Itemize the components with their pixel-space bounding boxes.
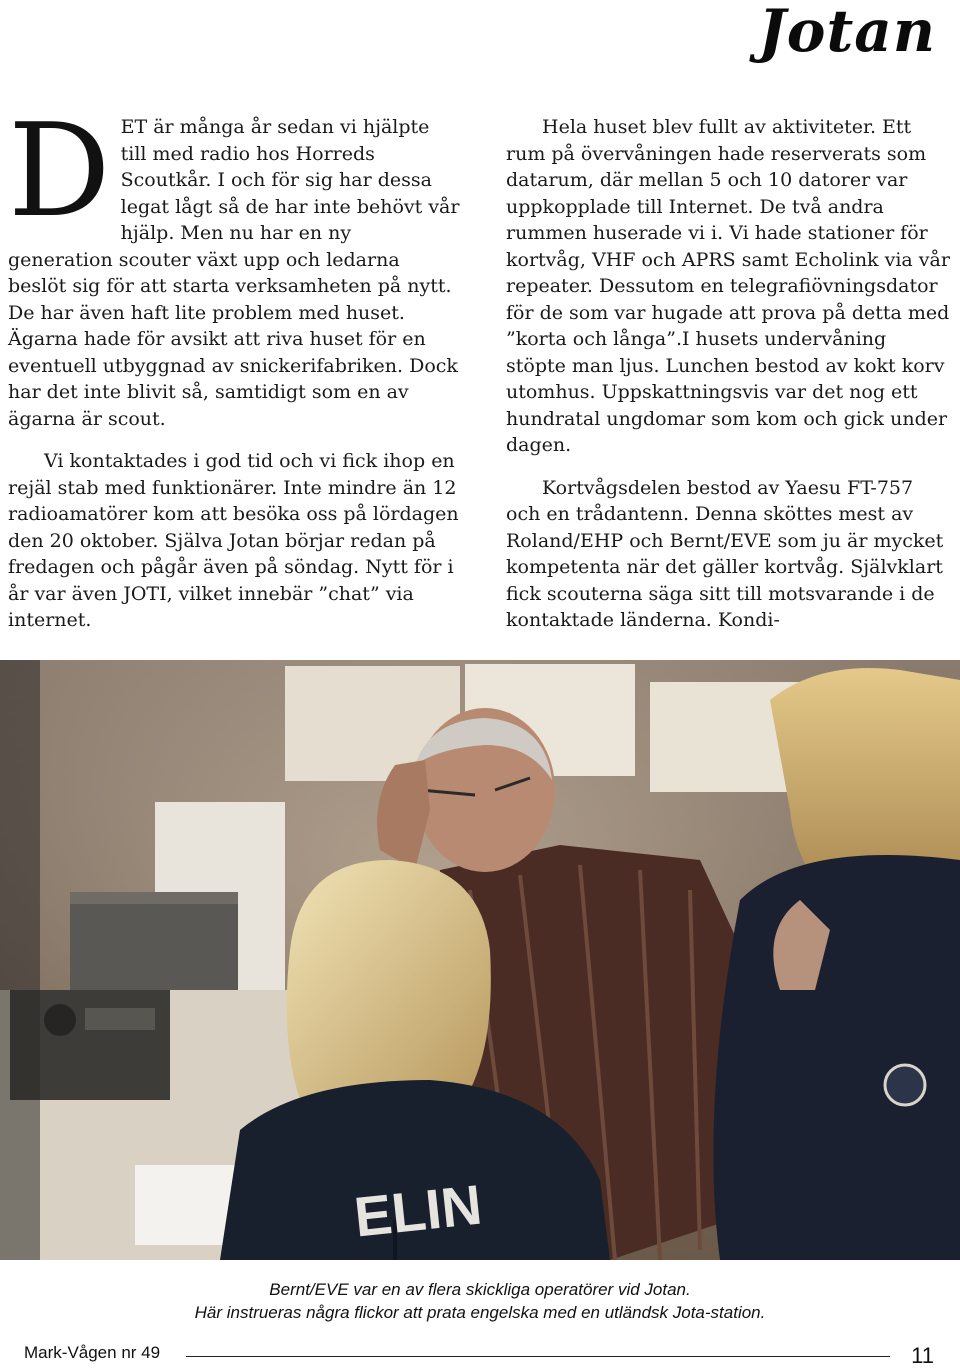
section-title: Jotan <box>758 0 936 65</box>
scout-badge <box>885 1065 925 1105</box>
article-paragraph: Hela huset blev fullt av aktiviteter. Ett rum på övervåningen hade reserverats som datarum, där mellan 5 och 10 datorer var uppkopplade till Internet. De två andra rummen huserade vi i. Vi hade stationer för kortvåg, VHF och APRS samt Echolink via vår repeater. Dessutom en telegrafiövningsdator för de som var hugade att prova på detta med ”korta och långa”.I husets undervåning stöpte man ljus. Lunchen bestod av kokt korv utomhus. Uppskattningsvis var det nog ett hundratal ungdomar som kom och gick under dagen. <box>506 116 950 456</box>
caption-line: Bernt/EVE var en av flera skickliga operatörer vid Jotan. <box>269 1280 691 1299</box>
article-paragraph: Kortvågsdelen bestod av Yaesu FT-757 och en trådantenn. Denna sköttes mest av Roland/EHP och Bernt/EVE som ju är mycket kompetenta när det gäller kortvåg. Självklart fick scouterna säga sitt till motsvarande i de kontaktade länderna. Kondi- <box>506 476 944 631</box>
page-number: 11 <box>911 1343 934 1368</box>
article-paragraph <box>8 97 460 432</box>
publication-name: Mark-Vågen nr 49 <box>24 1343 161 1362</box>
photo-caption <box>0 1278 960 1324</box>
girl-left-head <box>287 860 491 1100</box>
article-right-column <box>506 114 950 650</box>
article-photo <box>0 660 960 1260</box>
caption-line: Här instrueras några flickor att prata engelska med en utländsk Jota-station. <box>194 1303 766 1322</box>
paragraph-text: ET är många år sedan vi hjälpte till med radio hos Horreds Scoutkår. I och för sig har dessa legat lågt så de har inte behövt vår hjälp. Men nu har en ny generation scouter växt upp och ledarna beslöt sig för att starta verksamheten på nytt. De har även haft lite problem med huset. Ägarna hade för avsikt att riva huset för en eventuell utbyggnad av snickerifabriken. Dock har det inte blivit så, samtidigt som en av ägarna är scout. <box>8 116 460 430</box>
jacket-name-patch: ELIN <box>351 1172 485 1249</box>
drop-cap: D <box>8 97 111 246</box>
article-left-column <box>8 97 460 650</box>
footer-divider <box>186 1356 890 1357</box>
article-paragraph: Vi kontaktades i god tid och vi fick ihop en rejäl stab med funktionärer. Inte mindre än 12 radioamatörer kom att besöka oss på lördagen den 20 oktober. Själva Jotan börjar redan på fredagen och pågår även på söndag. Nytt för i år var även JOTI, vilket innebär ”chat” via internet. <box>8 450 459 631</box>
girl-right-body <box>713 855 960 1260</box>
power-supply <box>70 892 238 997</box>
